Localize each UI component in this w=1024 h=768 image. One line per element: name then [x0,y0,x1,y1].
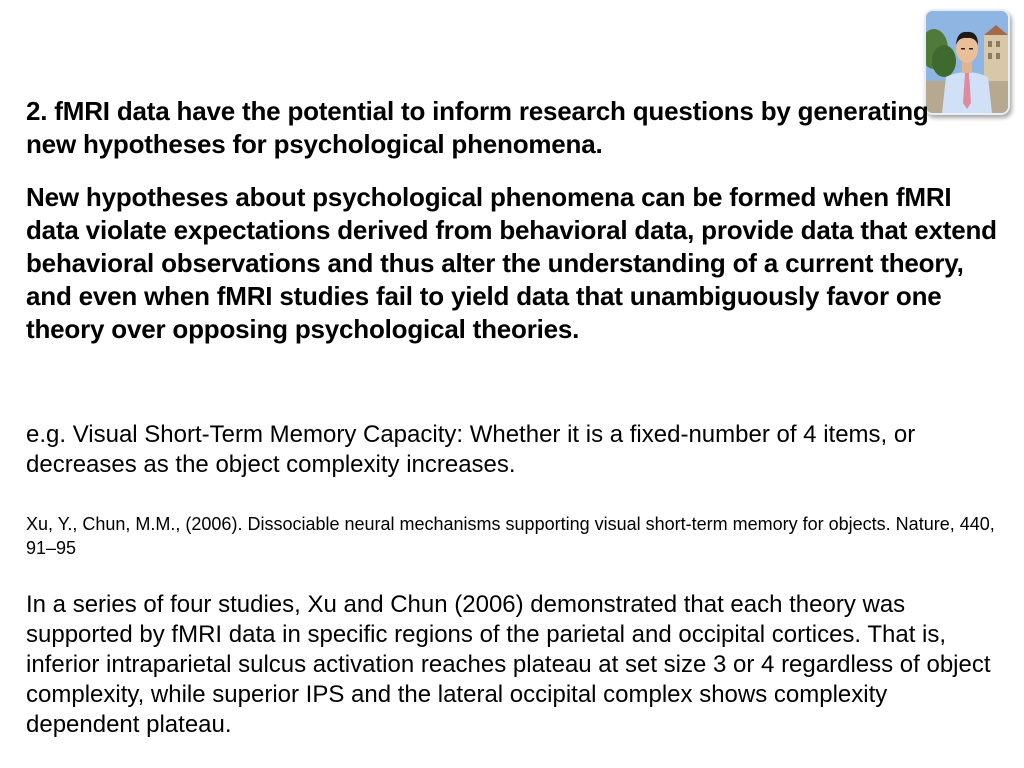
example-paragraph: e.g. Visual Short-Term Memory Capacity: Whether it is a fixed-number of 4 items, or decreases as the object complexity increases. [26,421,916,478]
citation: Xu, Y., Chun, M.M., (2006). Dissociable neural mechanisms supporting visual short-term memory for objects. Nature, 440, 91–95 [26,514,995,558]
presenter-photo-image [926,11,1008,113]
presenter-photo [924,9,1010,115]
summary-paragraph: In a series of four studies, Xu and Chun (2006) demonstrated that each theory was supported by fMRI data in specific regions of the parietal and occipital cortices. That is, inferior intraparietal sulcus activation reaches plateau at set size 3 or 4 regardless of object complexity, while superior IPS and the lateral occipital complex shows complexity dependent plateau. [26,591,991,738]
slide-heading: 2. fMRI data have the potential to inform research questions by generating new hypotheses for psychological phenomena. [26,96,929,159]
hypotheses-paragraph: New hypotheses about psychological phenomena can be formed when fMRI data violate expectations derived from behavioral data, provide data that extend behavioral observations and thus alter the understanding of a current theory, and even when fMRI studies fail to yield data that unambiguously favor one theory over opposing psychological theories. [26,182,997,344]
